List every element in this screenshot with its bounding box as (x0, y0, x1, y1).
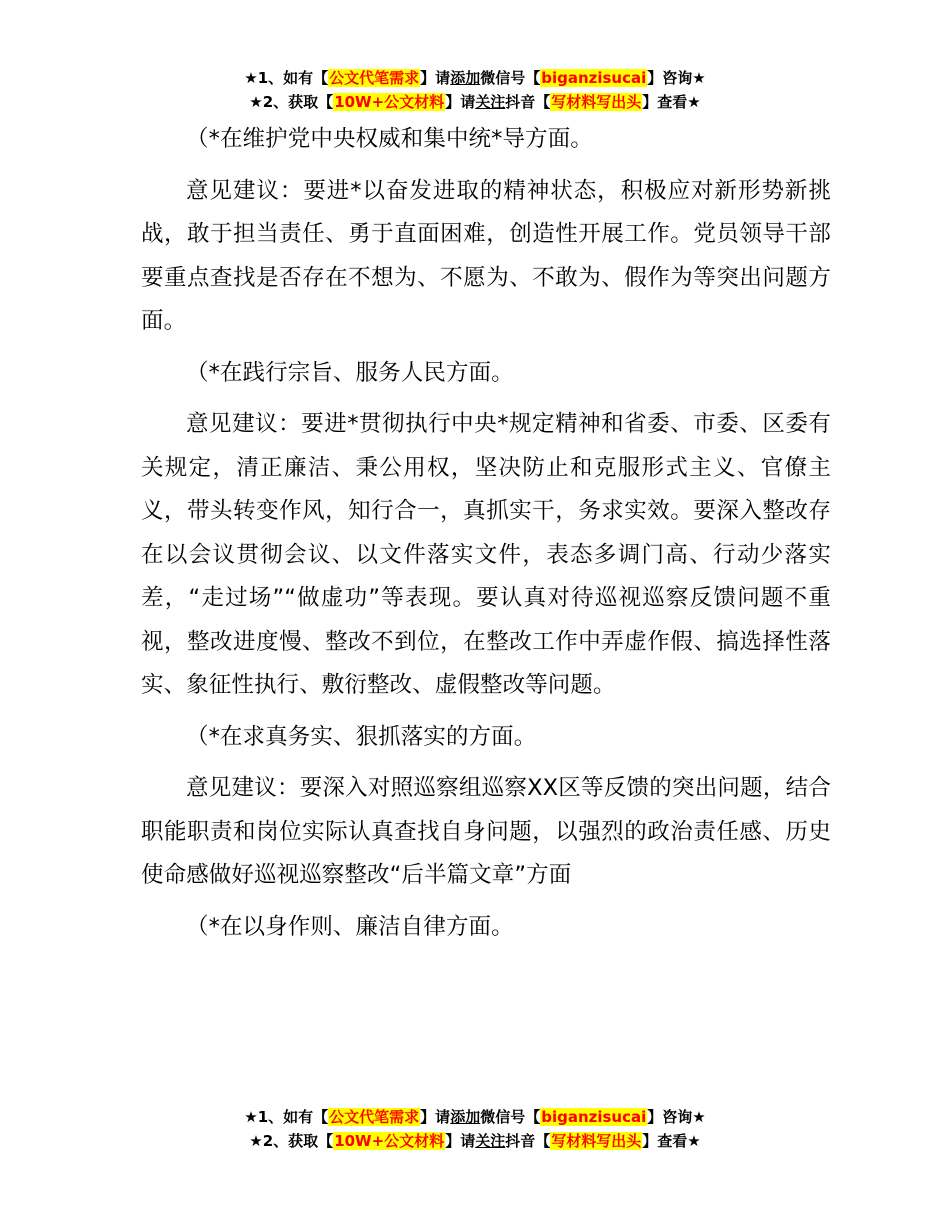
banner-highlight: 写材料写出头 (551, 1132, 642, 1150)
banner-text: 】查看★ (642, 1132, 701, 1150)
suggestion-paragraph: 意见建议：要进*贯彻执行中央*规定精神和省委、市委、区委有关规定，清正廉洁、秉公用权，坚决防止和克服形式主义、官僚主义，带头转变作风，知行合一，真抓实干，务求实效。要深入整改存在以会议贯彻会议、以文件落实文件，表态多调门高、行动少落实差，“走过场”“做虚功”等表现。要认真对待巡视巡察反馈问题不重视，整改进度慢、整改不到位，在整改工作中弄虚作假、搞选择性落实、象征性执行、敷衍整改、虚假整改等问题。 (141, 411, 831, 698)
banner-text: 】咨询★ (647, 69, 706, 87)
banner-highlight: 10W+公文材料 (334, 1132, 445, 1150)
banner-text: 】查看★ (642, 93, 701, 111)
banner-emphasis: 关注 (475, 93, 506, 111)
banner-text: 】请 (420, 1108, 451, 1126)
banner-emphasis: 添加 (450, 1108, 481, 1126)
banner-emphasis: 关注 (475, 1132, 506, 1150)
document-body (141, 118, 831, 957)
banner-text: 】咨询★ (647, 1108, 706, 1126)
section-heading: （*在维护党中央权威和集中统*导方面。 (186, 126, 593, 152)
banner-text: 微信号【 (480, 69, 541, 87)
banner-text: 抖音【 (505, 1132, 551, 1150)
banner-line-2 (0, 90, 950, 114)
banner-line-2 (0, 1129, 950, 1153)
banner-text: ★2、获取【 (249, 93, 334, 111)
banner-highlight: biganzisucai (541, 1108, 647, 1126)
section-heading: （*在求真务实、狠抓落实的方面。 (186, 723, 537, 750)
banner-highlight: biganzisucai (541, 69, 647, 87)
banner-text: ★2、获取【 (249, 1132, 334, 1150)
footer-banner (0, 1105, 950, 1153)
banner-highlight: 写材料写出头 (551, 93, 642, 111)
banner-line-1 (0, 66, 950, 90)
header-banner (0, 66, 950, 114)
banner-highlight: 公文代笔需求 (329, 69, 420, 87)
section-heading: （*在践行宗旨、服务人民方面。 (186, 359, 514, 386)
banner-emphasis: 添加 (450, 69, 481, 87)
banner-text: 抖音【 (505, 93, 551, 111)
banner-text: 微信号【 (480, 1108, 541, 1126)
banner-text: ★1、如有【 (244, 69, 329, 87)
banner-line-1 (0, 1105, 950, 1129)
banner-text: 】请 (420, 69, 451, 87)
section-heading: （*在以身作则、廉洁自律方面。 (186, 913, 514, 940)
banner-highlight: 10W+公文材料 (334, 93, 445, 111)
suggestion-paragraph: 意见建议：要进*以奋发进取的精神状态，积极应对新形势新挑战，敢于担当责任、勇于直面困难，创造性开展工作。党员领导干部要重点查找是否存在不想为、不愿为、不敢为、假作为等突出问题方面。 (141, 177, 831, 334)
banner-text: 】请 (445, 93, 476, 111)
banner-text: 】请 (445, 1132, 476, 1150)
banner-text: ★1、如有【 (244, 1108, 329, 1126)
suggestion-paragraph: 意见建议：要深入对照巡察组巡察XX区等反馈的突出问题，结合职能职责和岗位实际认真查找自身问题，以强烈的政治责任感、历史使命感做好巡视巡察整改“后半篇文章”方面 (141, 775, 831, 888)
banner-highlight: 公文代笔需求 (329, 1108, 420, 1126)
